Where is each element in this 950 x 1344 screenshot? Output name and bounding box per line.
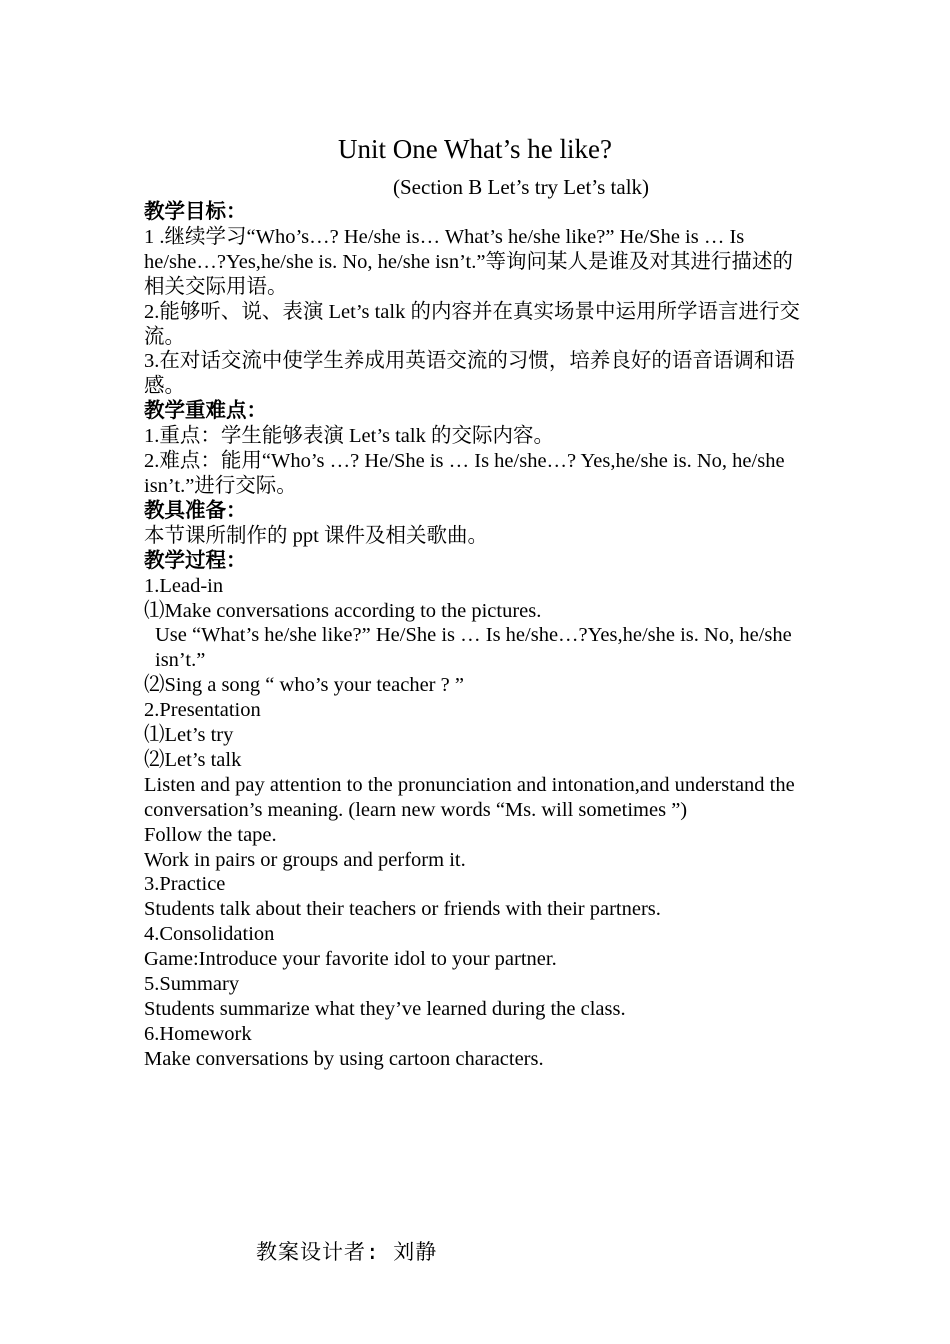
process-substep-detail: Use “What’s he/she like?” He/She is … Is he/she…?Yes,he/she is. No, he/she isn’t.” [155,624,792,672]
process-substep: ⑵Let’s talk [144,748,242,771]
process-detail: Listen and pay attention to the pronunciation and intonation,and understand the conversation’s meaning. (learn new words “Ms. will sometimes ”) [144,773,795,821]
process-step-presentation: 2.Presentation [144,699,261,722]
materials-text: 本节课所制作的 ppt 课件及相关歌曲。 [144,524,488,547]
process-substep: ⑵Sing a song “ who’s your teacher ? ” [144,674,464,697]
materials-heading: 教具准备： [144,499,247,522]
document-subtitle: (Section B Let’s try Let’s talk) [393,175,650,199]
process-step-practice: 3.Practice [144,873,226,896]
process-detail: Students talk about their teachers or friends with their partners. [144,898,661,921]
process-step-lead-in: 1.Lead-in [144,574,224,597]
process-detail: Work in pairs or groups and perform it. [144,848,466,871]
process-detail: Make conversations by using cartoon characters. [144,1047,544,1070]
process-substep: ⑴Make conversations according to the pictures. [144,599,542,622]
process-detail: Students summarize what they’ve learned during the class. [144,998,626,1020]
process-step-summary: 5.Summary [144,973,240,996]
process-step-homework: 6.Homework [144,1022,252,1045]
process-heading: 教学过程： [144,549,247,572]
key-points-heading: 教学重难点： [144,400,267,423]
key-point-item: 2.难点：能用“Who’s …? He/She is … Is he/she…? Yes,he/she is. No, he/she isn’t.”进行交际。 [144,450,785,497]
objectives-heading: 教学目标： [144,201,247,223]
key-point-item: 1.重点：学生能够表演 Let’s talk 的交际内容。 [144,425,554,448]
process-step-consolidation: 4.Consolidation [144,923,275,946]
process-detail: Game:Introduce your favorite idol to your partner. [144,948,557,971]
process-substep: ⑴Let’s try [144,724,234,747]
process-detail: Follow the tape. [144,823,277,846]
author-signature: 教案设计者: 刘静 [256,1240,438,1264]
document-title: Unit One What’s he like? [338,134,612,164]
objective-item: 1 .继续学习“Who’s…? He/she is… What’s he/she like?” He/She is … Is he/she…?Yes,he/she is. No, he/she isn’t.”等询问某人是谁及对其进行描述的相关交际用语。 [144,225,793,298]
objective-item: 3.在对话交流中使学生养成用英语交流的习惯，培养良好的语音语调和语感。 [144,350,795,398]
document-body [144,200,812,1072]
objective-item: 2.能够听、说、表演 Let’s talk 的内容并在真实场景中运用所学语言进行交流。 [144,300,800,348]
